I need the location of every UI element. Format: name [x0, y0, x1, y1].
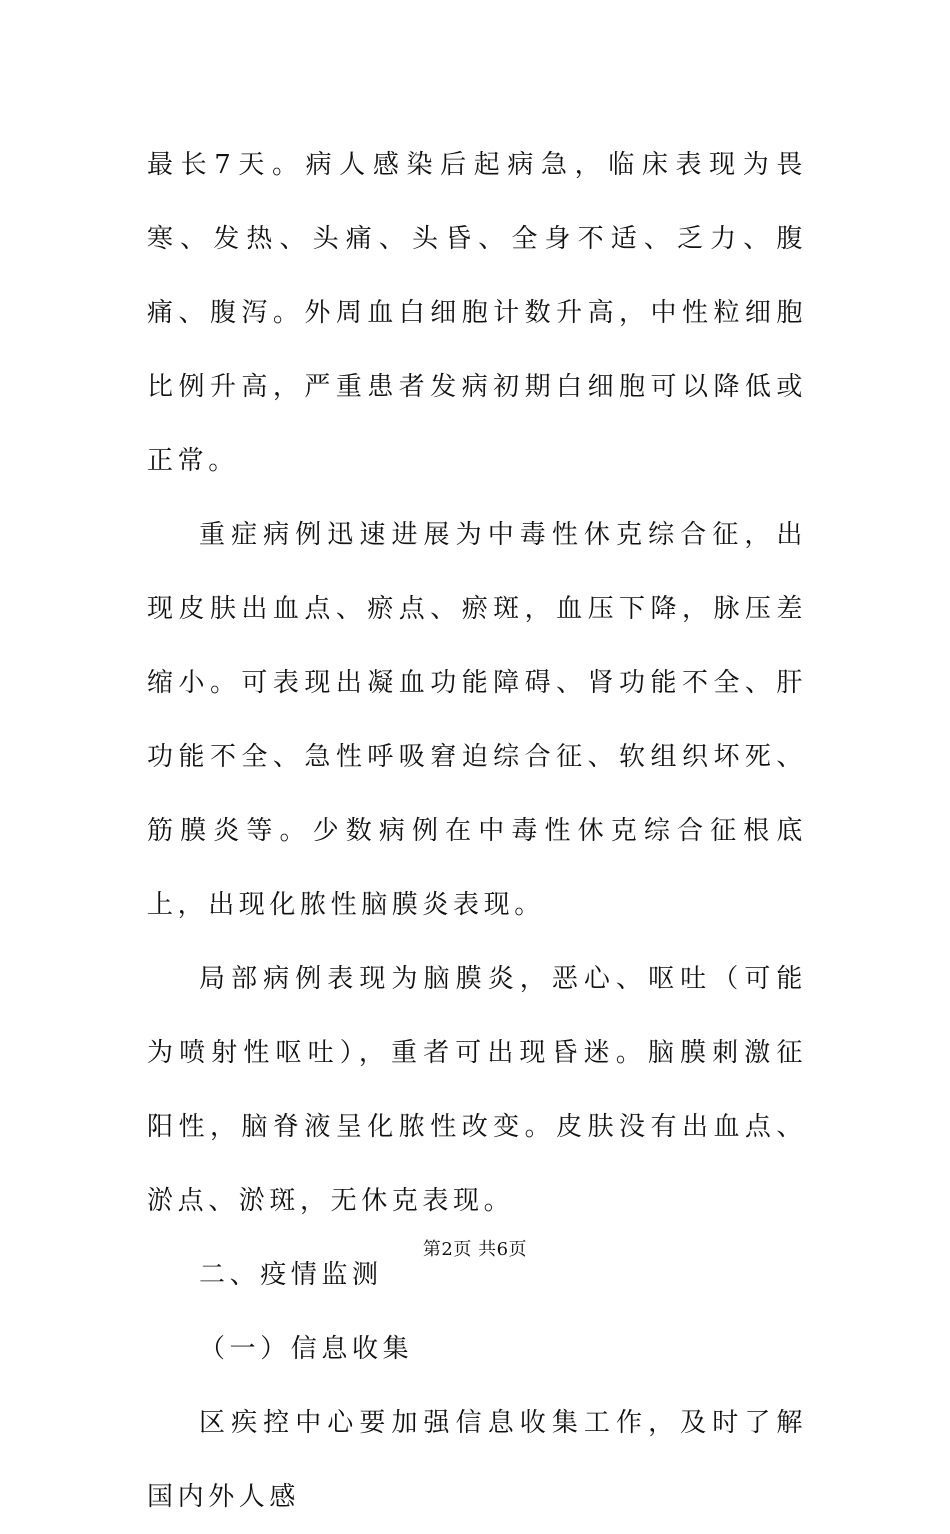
section-heading-surveillance: 二、疫情监测	[199, 1260, 383, 1290]
paragraph-continuation: 最长7天。病人感染后起病急，临床表现为畏寒、发热、头痛、头昏、全身不适、乏力、腹痛、腹泻。外周血白细胞计数升高，中性粒细胞比例升高，严重患者发病初期白细胞可以降低或正常。	[147, 150, 807, 476]
paragraph-severe-cases: 重症病例迅速进展为中毒性休克综合征，出现皮肤出血点、瘀点、瘀斑，血压下降，脉压差缩小。可表现出凝血功能障碍、肾功能不全、肝功能不全、急性呼吸窘迫综合征、软组织坏死、筋膜炎等。少数病例在中毒性休克综合征根底上，出现化脓性脑膜炎表现。	[147, 520, 807, 920]
subsection-heading-info-collection: （一）信息收集	[199, 1334, 414, 1364]
document-body	[147, 128, 807, 1534]
paragraph-meningitis-cases: 局部病例表现为脑膜炎，恶心、呕吐（可能为喷射性呕吐），重者可出现昏迷。脑膜刺激征阳性，脑脊液呈化脓性改变。皮肤没有出血点、淤点、淤斑，无休克表现。	[147, 964, 807, 1216]
page-number-footer: 第2页 共6页	[422, 1239, 528, 1260]
paragraph-info-collection: 区疾控中心要加强信息收集工作，及时了解国内外人感	[147, 1408, 807, 1512]
